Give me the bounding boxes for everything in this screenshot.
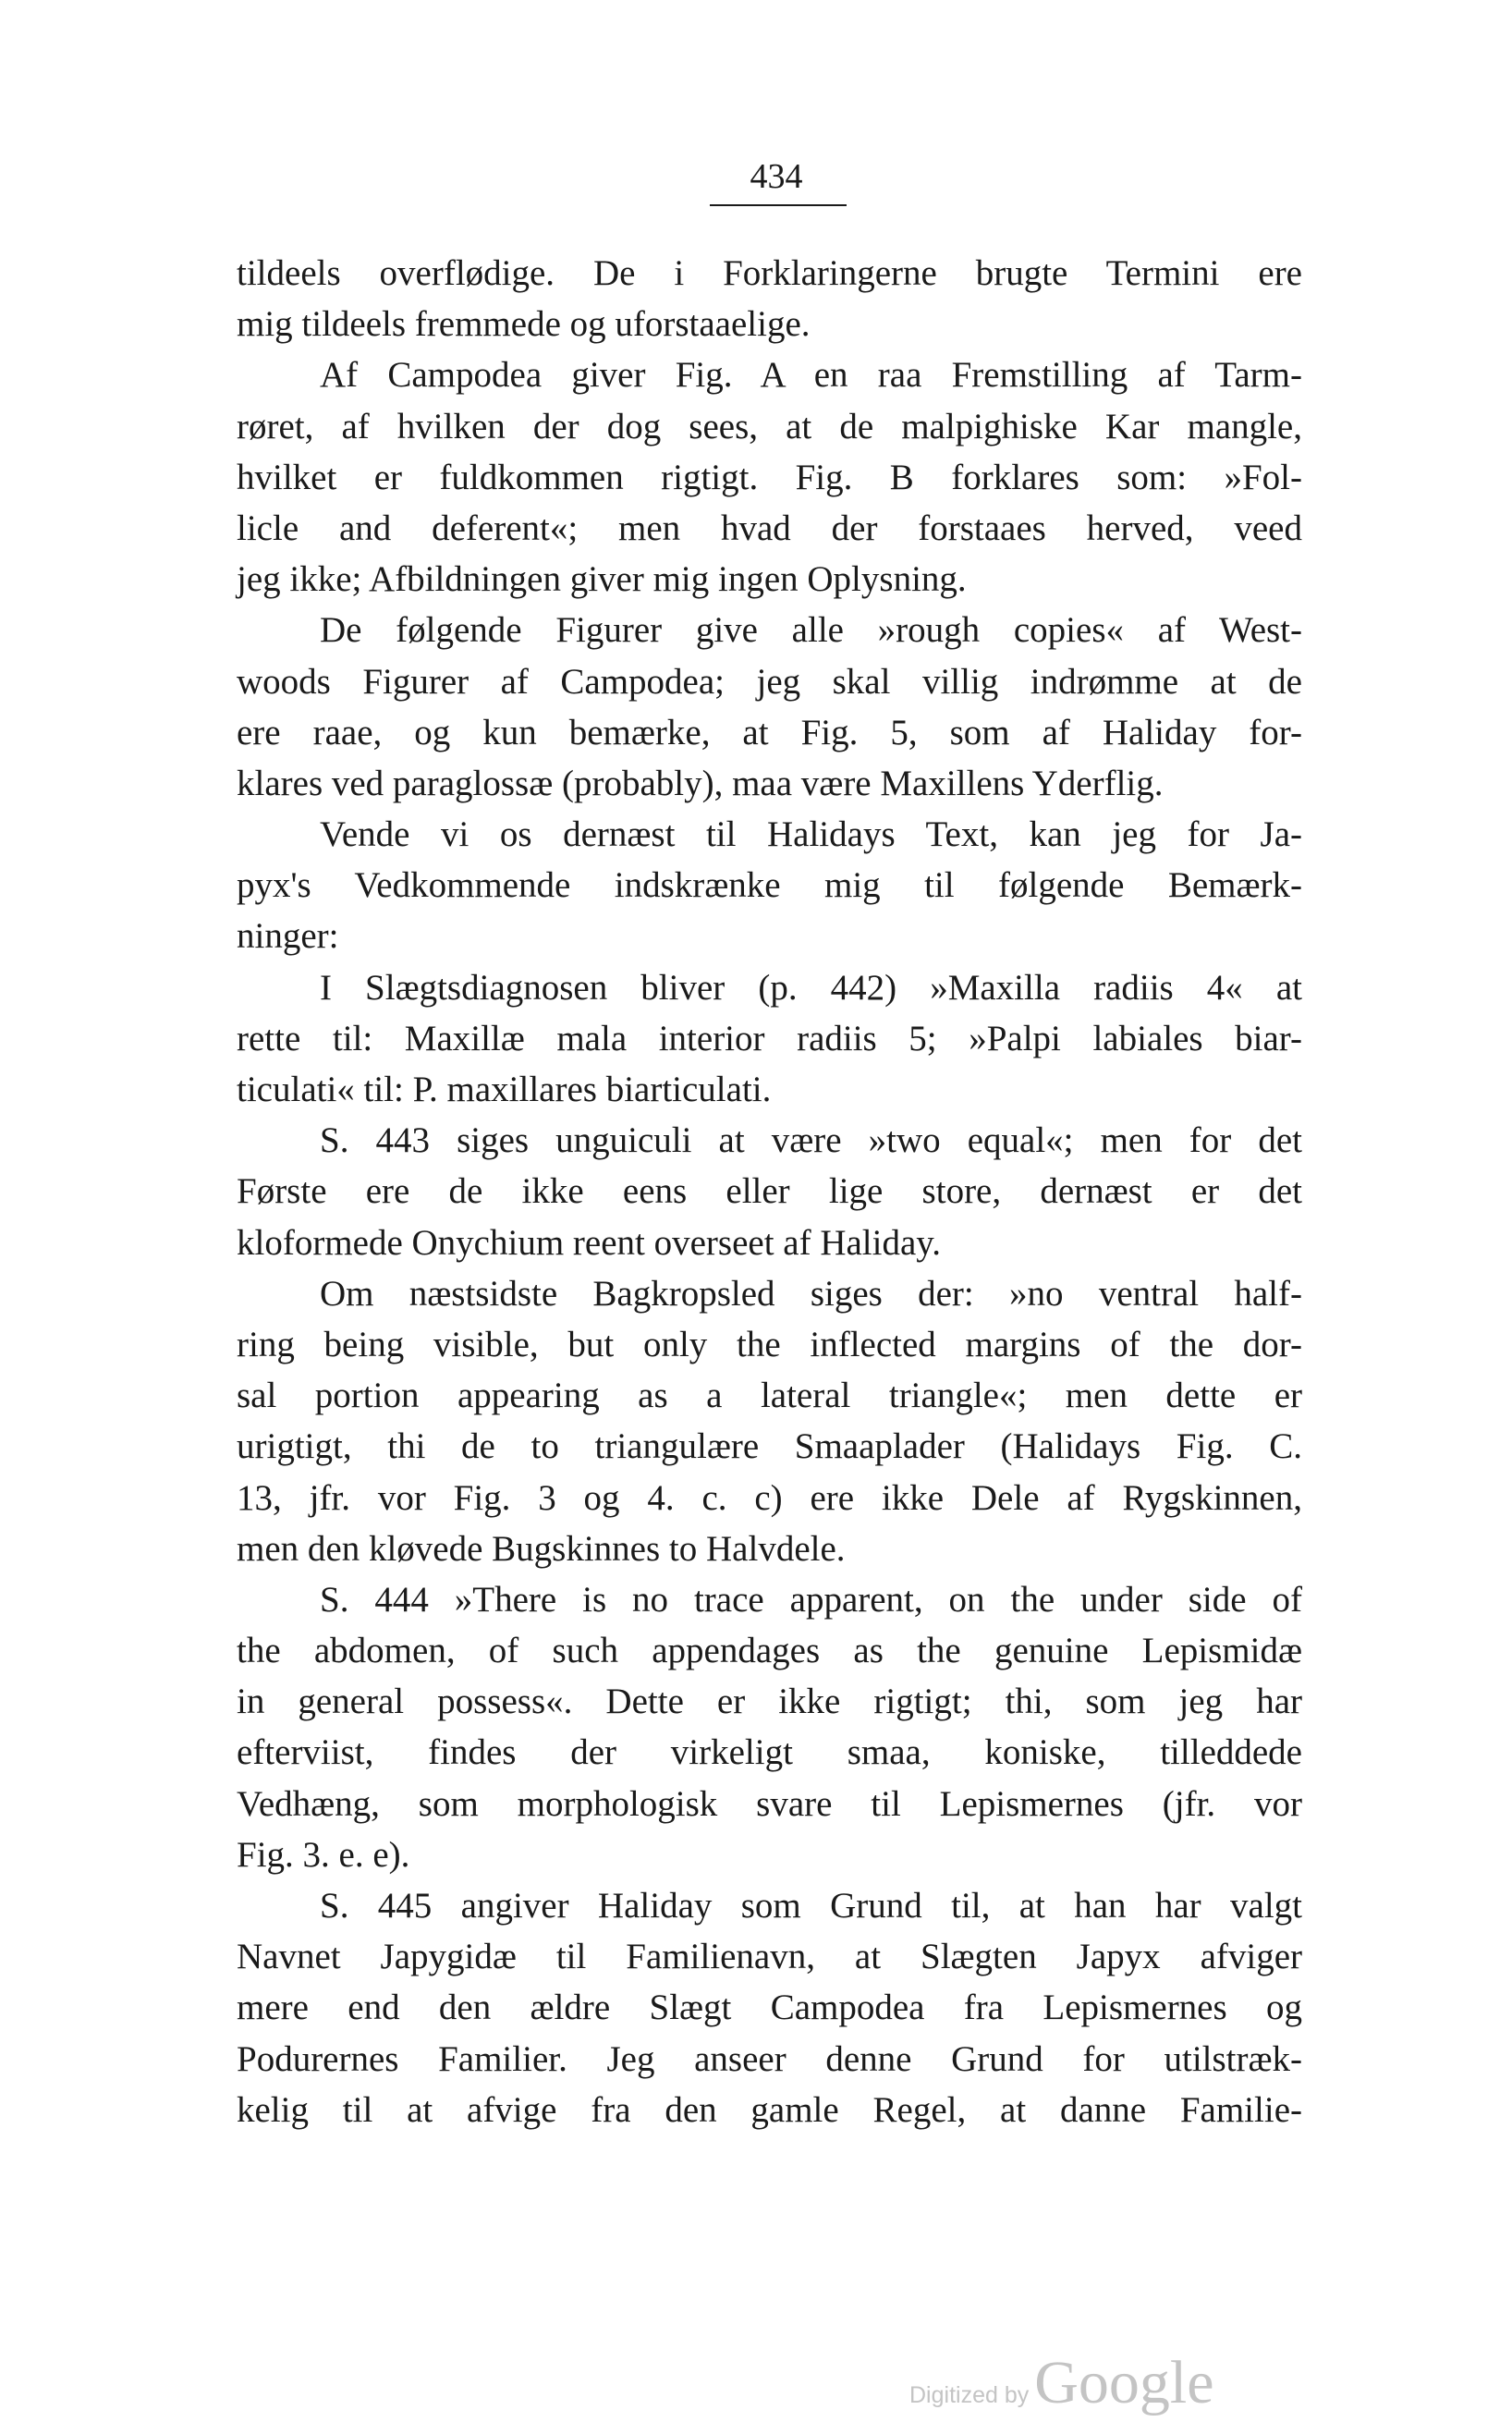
text-line: kloformede Onychium reent overseet af Haliday. <box>237 1222 942 1263</box>
page-number-rule <box>710 204 847 206</box>
text-line: S. 445 angiver Haliday som Grund til, at han har valgt <box>320 1886 1302 1926</box>
text-line: hvilket er fuldkommen rigtigt. Fig. B forklares som: »Fol- <box>237 457 1302 497</box>
text-line: ring being visible, but only the inflected margins of the dor- <box>237 1324 1302 1364</box>
text-line: urigtigt, thi de to triangulære Smaaplader (Halidays Fig. C. <box>237 1426 1302 1467</box>
text-line: klares ved paraglossæ (probably), maa være Maxillens Yderflig. <box>237 763 1164 803</box>
text-line: mig tildeels fremmede og uforstaaelige. <box>237 304 811 345</box>
text-line: jeg ikke; Afbildningen giver mig ingen Oplysning. <box>237 559 967 600</box>
google-logo: Google <box>1034 2349 1214 2416</box>
text-line: rette til: Maxillæ mala interior radiis 5; »Palpi labiales biar- <box>237 1018 1302 1058</box>
text-line: Fig. 3. e. e). <box>237 1834 410 1875</box>
digitized-by-google-watermark <box>909 2348 1214 2422</box>
page-number: 434 <box>750 157 803 196</box>
text-line: pyx's Vedkommende indskrænke mig til følgende Bemærk- <box>237 865 1302 906</box>
text-line: Navnet Japygidæ til Familienavn, at Slægten Japyx afviger <box>237 1937 1302 1977</box>
text-line: the abdomen, of such appendages as the genuine Lepismidæ <box>237 1631 1302 1671</box>
text-line: licle and deferent«; men hvad der forstaaes herved, veed <box>237 508 1302 548</box>
text-line: De følgende Figurer give alle »rough copies« af West- <box>320 610 1302 651</box>
text-line: sal portion appearing as a lateral triangle«; men dette er <box>237 1376 1302 1416</box>
text-line: Første ere de ikke eens eller lige store, dernæst er det <box>237 1171 1302 1212</box>
text-line: 13, jfr. vor Fig. 3 og 4. c. c) ere ikke Dele af Rygskinnen, <box>237 1477 1302 1518</box>
text-line: S. 443 siges unguiculi at være »two equal«; men for det <box>320 1120 1302 1161</box>
text-line: efterviist, findes der virkeligt smaa, koniske, tilleddede <box>237 1732 1302 1773</box>
text-line: I Slægtsdiagnosen bliver (p. 442) »Maxilla radiis 4« at <box>320 967 1302 1008</box>
text-line: Om næstsidste Bagkropsled siges der: »no ventral half- <box>320 1273 1302 1314</box>
digitized-by-label: Digitized by <box>909 2382 1030 2408</box>
text-line: woods Figurer af Campodea; jeg skal villig indrømme at de <box>237 661 1302 702</box>
text-line: mere end den ældre Slægt Campodea fra Lepismernes og <box>237 1988 1302 2028</box>
text-line: Podurernes Familier. Jeg anseer denne Grund for utilstræk- <box>237 2038 1302 2079</box>
text-line: kelig til at afvige fra den gamle Regel, at danne Familie- <box>237 2089 1302 2130</box>
text-line: Af Campodea giver Fig. A en raa Fremstilling af Tarm- <box>320 355 1302 396</box>
text-line: S. 444 »There is no trace apparent, on the under side of <box>320 1579 1302 1620</box>
text-line: Vedhæng, som morphologisk svare til Lepismernes (jfr. vor <box>237 1783 1302 1824</box>
text-line: ere raae, og kun bemærke, at Fig. 5, som af Haliday for- <box>237 712 1302 752</box>
text-line: ninger: <box>237 916 339 957</box>
text-line: tildeels overflødige. De i Forklaringerne brugte Termini ere <box>237 253 1302 293</box>
text-line: in general possess«. Dette er ikke rigtigt; thi, som jeg har <box>237 1682 1302 1722</box>
text-line: ticulati« til: P. maxillares biarticulati. <box>237 1070 772 1109</box>
text-line: Vende vi os dernæst til Halidays Text, kan jeg for Ja- <box>320 814 1302 855</box>
text-line: men den kløvede Bugskinnes to Halvdele. <box>237 1528 846 1569</box>
body-text <box>237 248 1302 2135</box>
text-line: røret, af hvilken der dog sees, at de malpighiske Kar mangle, <box>237 406 1302 446</box>
